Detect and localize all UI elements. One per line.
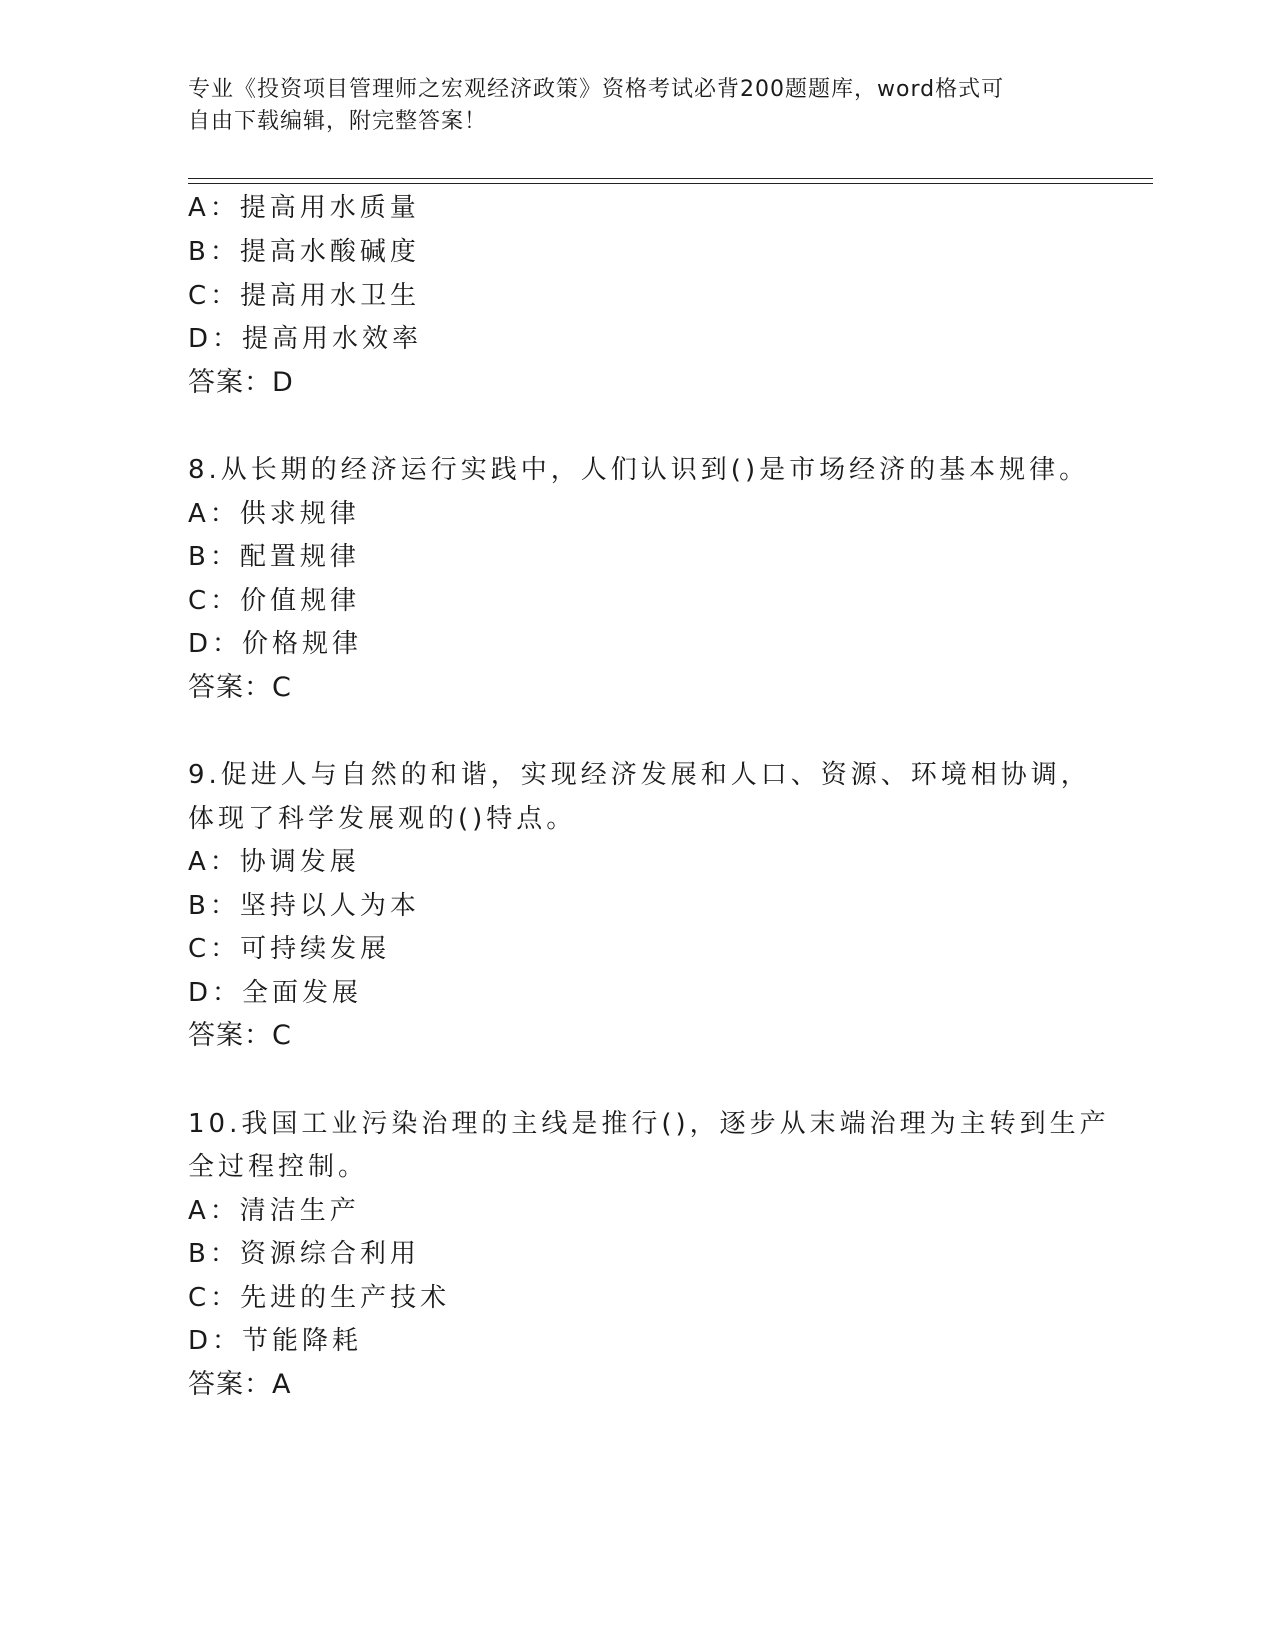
question-stem-line-2: 全过程控制。 bbox=[188, 1152, 369, 1182]
option-c: C：价值规律 bbox=[188, 586, 361, 616]
option-a: A：清洁生产 bbox=[188, 1196, 360, 1226]
option-a: A：提高用水质量 bbox=[188, 193, 420, 223]
answer-line: 答案：C bbox=[188, 672, 292, 703]
header-divider-top bbox=[188, 178, 1153, 179]
answer-line: 答案：C bbox=[188, 1020, 292, 1051]
header-divider-bottom bbox=[188, 183, 1153, 184]
option-b: B：配置规律 bbox=[188, 542, 360, 572]
option-b: B：坚持以人为本 bbox=[188, 891, 420, 921]
option-a: A：协调发展 bbox=[188, 847, 360, 877]
answer-line: 答案：D bbox=[188, 367, 294, 398]
question-stem-line-1: 9.促进人与自然的和谐，实现经济发展和人口、资源、环境相协调， bbox=[188, 760, 1091, 790]
option-d: D：节能降耗 bbox=[188, 1326, 363, 1356]
question-stem-line-1: 10.我国工业污染治理的主线是推行()，逐步从末端治理为主转到生产 bbox=[188, 1109, 1110, 1139]
option-c: C：可持续发展 bbox=[188, 934, 391, 964]
document-header bbox=[188, 74, 1088, 138]
option-b: B：资源综合利用 bbox=[188, 1239, 420, 1269]
question-stem-line-2: 体现了科学发展观的()特点。 bbox=[188, 804, 577, 834]
option-c: C：先进的生产技术 bbox=[188, 1283, 451, 1313]
option-a: A：供求规律 bbox=[188, 499, 360, 529]
header-line-1: 专业《投资项目管理师之宏观经济政策》资格考试必背200题题库，word格式可 bbox=[188, 77, 1005, 102]
header-line-2: 自由下载编辑，附完整答案！ bbox=[188, 109, 488, 134]
option-d: D：提高用水效率 bbox=[188, 324, 423, 354]
answer-line: 答案：A bbox=[188, 1369, 292, 1400]
option-c: C：提高用水卫生 bbox=[188, 281, 421, 311]
option-d: D：全面发展 bbox=[188, 978, 363, 1008]
option-d: D：价格规律 bbox=[188, 629, 363, 659]
question-stem: 8.从长期的经济运行实践中，人们认识到()是市场经济的基本规律。 bbox=[188, 455, 1090, 485]
option-b: B：提高水酸碱度 bbox=[188, 237, 420, 267]
